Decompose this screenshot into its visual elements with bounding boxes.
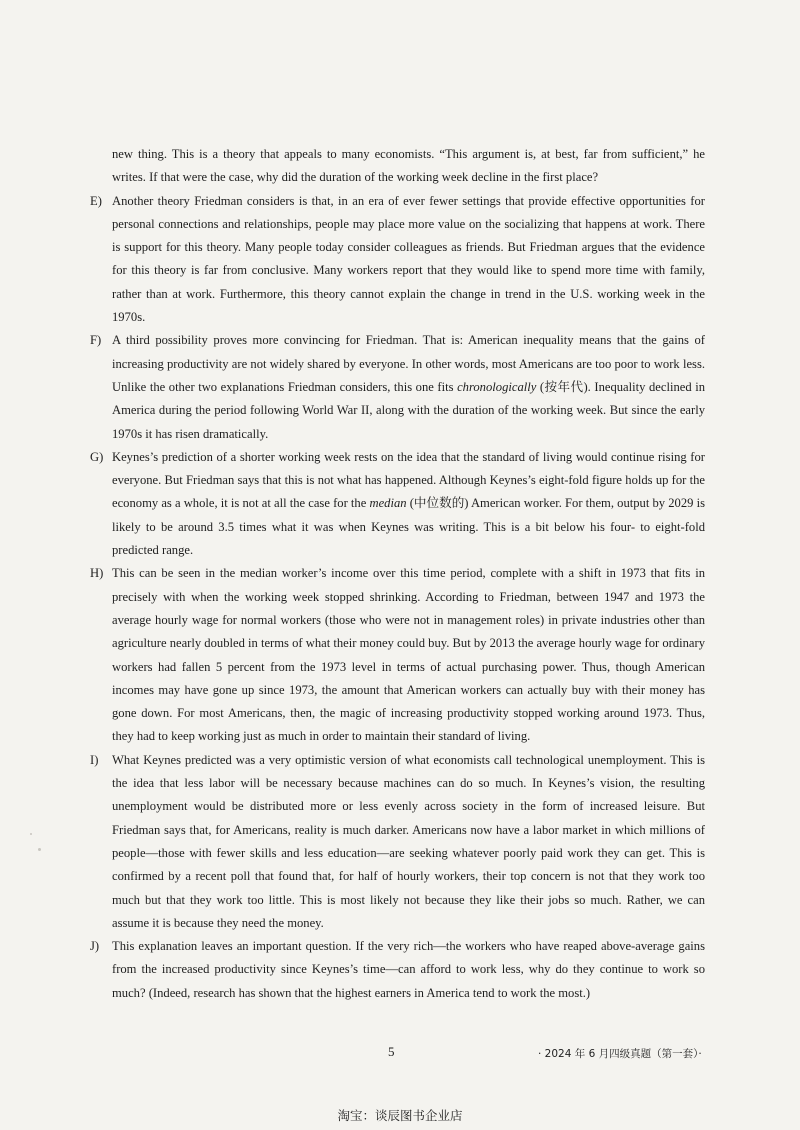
- exam-tag: · 2024 年 6 月四级真题（第一套）·: [538, 1048, 702, 1060]
- paragraph-text: What Keynes predicted was a very optimistic version of what economists call technological unemployment. This is the idea that less labor will be necessary because machines can do so much. In Keynes’s vision, the resulting unemployment would be distributed more or less evenly across society in the form of increased leisure. But Friedman says that, for Americans, reality is much darker. Americans now have a labor market in which millions of people—those with fewer skills and less education—are seeking whatever poorly paid work they can get. This is confirmed by a recent poll that found that, for half of hourly workers, their top concern is not that they work too much but that they work too little. This is most likely not because they like their jobs so much. Rather, we can assume it is because they need the money.: [112, 752, 705, 930]
- scan-speck: [38, 848, 41, 851]
- paragraph-f: [90, 329, 705, 445]
- paragraph-letter: H): [90, 566, 104, 581]
- paragraph-text: new thing. This is a theory that appeals to many economists. “This argument is, at best, far from sufficient,” he writes. If that were the case, why did the duration of the working week decline in the first place?: [112, 147, 705, 185]
- paragraph-text: A third possibility proves more convincing for Friedman. That is: American inequality means that the gains of increasing productivity are not widely shared by everyone. In other words, most Americans are too poor to work less. Unlike the other two explanations Friedman considers, this one fits: [112, 333, 705, 394]
- italic-term: median: [369, 496, 407, 511]
- paragraph-letter: F): [90, 333, 102, 348]
- paragraph-text: Another theory Friedman considers is that, in an era of ever fewer settings that provide effective opportunities for personal connections and relationships, people may place more value on the socializing that happens at work. There is support for this theory. Many people today consider colleagues as friends. But Friedman argues that the evidence for this theory is far from conclusive. Many workers report that they would like to spend more time with family, rather than at work. Furthermore, this theory cannot explain the change in trend in the U.S. working week in the 1970s.: [112, 193, 705, 325]
- paragraph-letter: J): [90, 939, 100, 954]
- paragraph-j: [90, 935, 705, 1005]
- shop-label: 淘宝：谈辰图书企业店: [337, 1108, 463, 1123]
- paragraph-text: Keynes’s prediction of a shorter working week rests on the idea that the standard of living would continue rising for everyone. But Friedman says that this is not what has happened. Although Keynes’s eight-fold figure holds up for the economy as a whole, it is not at all the case for the: [112, 449, 705, 511]
- scan-speck: [30, 833, 32, 835]
- paragraph-letter: E): [90, 193, 102, 208]
- page-number: 5: [388, 1044, 395, 1059]
- paragraph-i: [90, 749, 705, 935]
- paragraph-continuation: [90, 143, 705, 190]
- paragraph-text: This explanation leaves an important question. If the very rich—the workers who have reaped above-average gains from the increased productivity since Keynes’s time—can afford to work less, why do they continue to work so much? (Indeed, research has shown that the highest earners in America tend to work the most.): [112, 939, 705, 1000]
- article-body: [90, 143, 705, 1005]
- paragraph-e: [90, 190, 705, 330]
- paragraph-text: This can be seen in the median worker’s income over this time period, complete with a shift in 1973 that fits in precisely with when the working week stopped shrinking. According to Friedman, between 1947 and 1973 the average hourly wage for normal workers (those who were not in management roles) in private industries other than agriculture nearly doubled in terms of what their money could buy. But by 2013 the average hourly wage for ordinary workers had fallen 5 percent from the 1973 level in terms of actual purchasing power. Thus, though American incomes may have gone up since 1973, the amount that American workers can actually buy with their money has gone down. For most Americans, then, the magic of increasing productivity stopped working around 1973. Thus, they had to keep working just as much in order to maintain their standard of living.: [112, 566, 706, 744]
- paragraph-text: (按年代). Inequality declined in America during the period following World War II, along with the duration of the working week. But since the early 1970s it has risen dramatically.: [112, 379, 705, 441]
- italic-term: chronologically: [457, 379, 537, 394]
- paragraph-letter: G): [90, 449, 104, 464]
- paragraph-h: [90, 562, 705, 748]
- paragraph-g: [90, 446, 705, 562]
- paragraph-letter: I): [90, 752, 99, 767]
- paragraph-text: (中位数的) American worker. For them, output by 2029 is likely to be around 3.5 times what it was when Keynes was writing. This is a bit below his four- to eight-fold predicted range.: [112, 496, 705, 558]
